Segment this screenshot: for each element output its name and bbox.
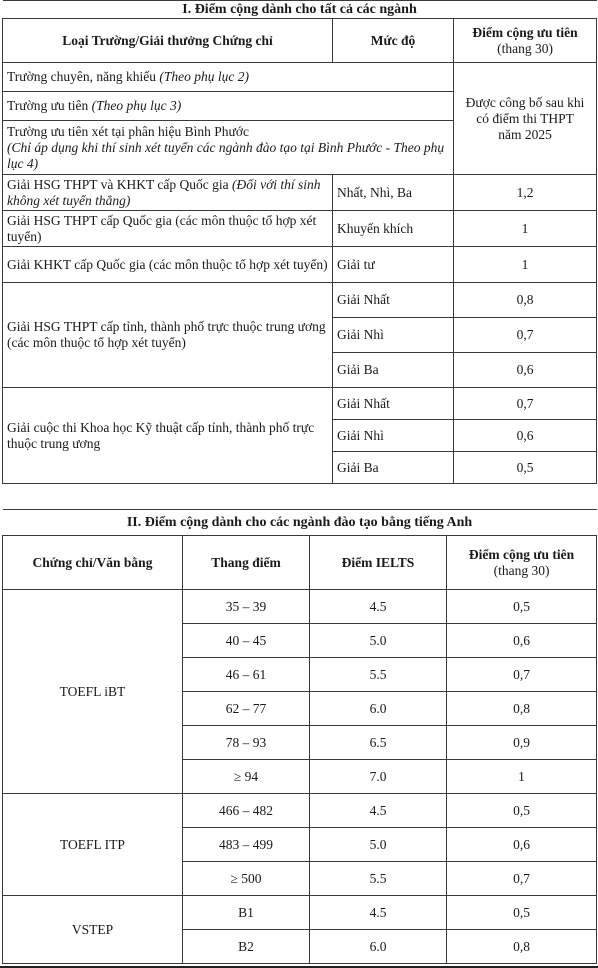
bonus-points: 0,5 bbox=[447, 794, 597, 828]
points-cell: 0,7 bbox=[454, 318, 597, 353]
ielts-score: 5.5 bbox=[310, 658, 447, 692]
header-certificate: Chứng chỉ/Văn bằng bbox=[3, 536, 183, 590]
section-1-header-row bbox=[3, 19, 597, 63]
bonus-points: 0,7 bbox=[447, 658, 597, 692]
score-range: ≥ 94 bbox=[183, 760, 310, 794]
bonus-points: 0,8 bbox=[447, 692, 597, 726]
score-range: 483 – 499 bbox=[183, 828, 310, 862]
points-cell: 1 bbox=[454, 211, 597, 247]
ielts-score: 4.5 bbox=[310, 794, 447, 828]
level-cell: Giải Ba bbox=[333, 452, 454, 484]
score-range: B1 bbox=[183, 896, 310, 930]
bonus-points: 0,6 bbox=[447, 828, 597, 862]
points-cell: 1 bbox=[454, 247, 597, 283]
section-2-header-row bbox=[3, 536, 597, 590]
bonus-points: 0,6 bbox=[447, 624, 597, 658]
score-range: 78 – 93 bbox=[183, 726, 310, 760]
ielts-score: 4.5 bbox=[310, 590, 447, 624]
certificate-name: TOEFL iBT bbox=[3, 590, 183, 794]
level-cell: Khuyến khích bbox=[333, 211, 454, 247]
level-cell: Giải Nhất bbox=[333, 388, 454, 420]
table-row bbox=[3, 794, 597, 828]
ielts-score: 6.0 bbox=[310, 930, 447, 964]
score-range: B2 bbox=[183, 930, 310, 964]
bonus-points: 0,5 bbox=[447, 590, 597, 624]
section-1-title-row bbox=[3, 1, 597, 19]
score-range: 46 – 61 bbox=[183, 658, 310, 692]
table-row bbox=[3, 175, 597, 211]
ielts-score: 5.0 bbox=[310, 624, 447, 658]
level-cell: Giải Nhì bbox=[333, 318, 454, 353]
header-ielts: Điểm IELTS bbox=[310, 536, 447, 590]
header-level: Mức độ bbox=[333, 19, 454, 63]
provincial-hsg-cell: Giải HSG THPT cấp tỉnh, thành phố trực thuộc trung ương (các môn thuộc tổ hợp xét tuyển) bbox=[3, 283, 333, 388]
table-row bbox=[3, 590, 597, 624]
school-type-cell: Trường ưu tiên (Theo phụ lục 3) bbox=[3, 92, 454, 121]
section-2-title-row bbox=[3, 510, 597, 536]
ielts-score: 6.0 bbox=[310, 692, 447, 726]
bonus-points: 0,8 bbox=[447, 930, 597, 964]
points-cell: 0,7 bbox=[454, 388, 597, 420]
table-row bbox=[3, 63, 597, 92]
table-row bbox=[3, 247, 597, 283]
school-bonus-points: Được công bố sau khi có điểm thi THPT năm 2025 bbox=[454, 63, 597, 175]
ielts-score: 6.5 bbox=[310, 726, 447, 760]
certificate-name: VSTEP bbox=[3, 896, 183, 964]
header-bonus-points: Điểm cộng ưu tiên (thang 30) bbox=[447, 536, 597, 590]
score-range: ≥ 500 bbox=[183, 862, 310, 896]
section-1-title: I. Điểm cộng dành cho tất cả các ngành bbox=[3, 1, 597, 19]
header-bonus-points: Điểm cộng ưu tiên (thang 30) bbox=[454, 19, 597, 63]
ielts-score: 5.0 bbox=[310, 828, 447, 862]
points-cell: 0,6 bbox=[454, 353, 597, 388]
header-score-scale: Thang điểm bbox=[183, 536, 310, 590]
certificate-name: TOEFL ITP bbox=[3, 794, 183, 896]
points-cell: 0,8 bbox=[454, 283, 597, 318]
table-row bbox=[3, 211, 597, 247]
ielts-score: 4.5 bbox=[310, 896, 447, 930]
level-cell: Nhất, Nhì, Ba bbox=[333, 175, 454, 211]
ielts-score: 5.5 bbox=[310, 862, 447, 896]
points-cell: 1,2 bbox=[454, 175, 597, 211]
header-school-award: Loại Trường/Giải thưởng Chứng chỉ bbox=[3, 19, 333, 63]
bonus-points: 0,5 bbox=[447, 896, 597, 930]
general-bonus-table bbox=[2, 0, 597, 484]
level-cell: Giải Nhì bbox=[333, 420, 454, 452]
level-cell: Giải Ba bbox=[333, 353, 454, 388]
bonus-points: 0,9 bbox=[447, 726, 597, 760]
level-cell: Giải Nhất bbox=[333, 283, 454, 318]
level-cell: Giải tư bbox=[333, 247, 454, 283]
score-range: 62 – 77 bbox=[183, 692, 310, 726]
table-row bbox=[3, 896, 597, 930]
english-programs-bonus-table bbox=[2, 509, 597, 964]
score-range: 466 – 482 bbox=[183, 794, 310, 828]
provincial-khkt-cell: Giải cuộc thi Khoa học Kỹ thuật cấp tỉnh, thành phố trực thuộc trung ương bbox=[3, 388, 333, 484]
ielts-score: 7.0 bbox=[310, 760, 447, 794]
award-cell: Giải HSG THPT cấp Quốc gia (các môn thuộc tổ hợp xét tuyển) bbox=[3, 211, 333, 247]
bonus-points: 0,7 bbox=[447, 862, 597, 896]
award-cell: Giải KHKT cấp Quốc gia (các môn thuộc tổ hợp xét tuyển) bbox=[3, 247, 333, 283]
school-type-cell: Trường ưu tiên xét tại phân hiệu Bình Phước (Chỉ áp dụng khi thí sinh xét tuyển các ngành đào tạo tại Bình Phước - Theo phụ lục 4) bbox=[3, 121, 454, 175]
score-range: 35 – 39 bbox=[183, 590, 310, 624]
points-cell: 0,5 bbox=[454, 452, 597, 484]
table-row bbox=[3, 388, 597, 420]
award-cell: Giải HSG THPT và KHKT cấp Quốc gia (Đối với thí sinh không xét tuyển thẳng) bbox=[3, 175, 333, 211]
bonus-points: 1 bbox=[447, 760, 597, 794]
school-type-cell: Trường chuyên, năng khiếu (Theo phụ lục 2) bbox=[3, 63, 454, 92]
score-range: 40 – 45 bbox=[183, 624, 310, 658]
section-2-title: II. Điểm cộng dành cho các ngành đào tạo bằng tiếng Anh bbox=[3, 510, 597, 536]
points-cell: 0,6 bbox=[454, 420, 597, 452]
table-row bbox=[3, 283, 597, 318]
